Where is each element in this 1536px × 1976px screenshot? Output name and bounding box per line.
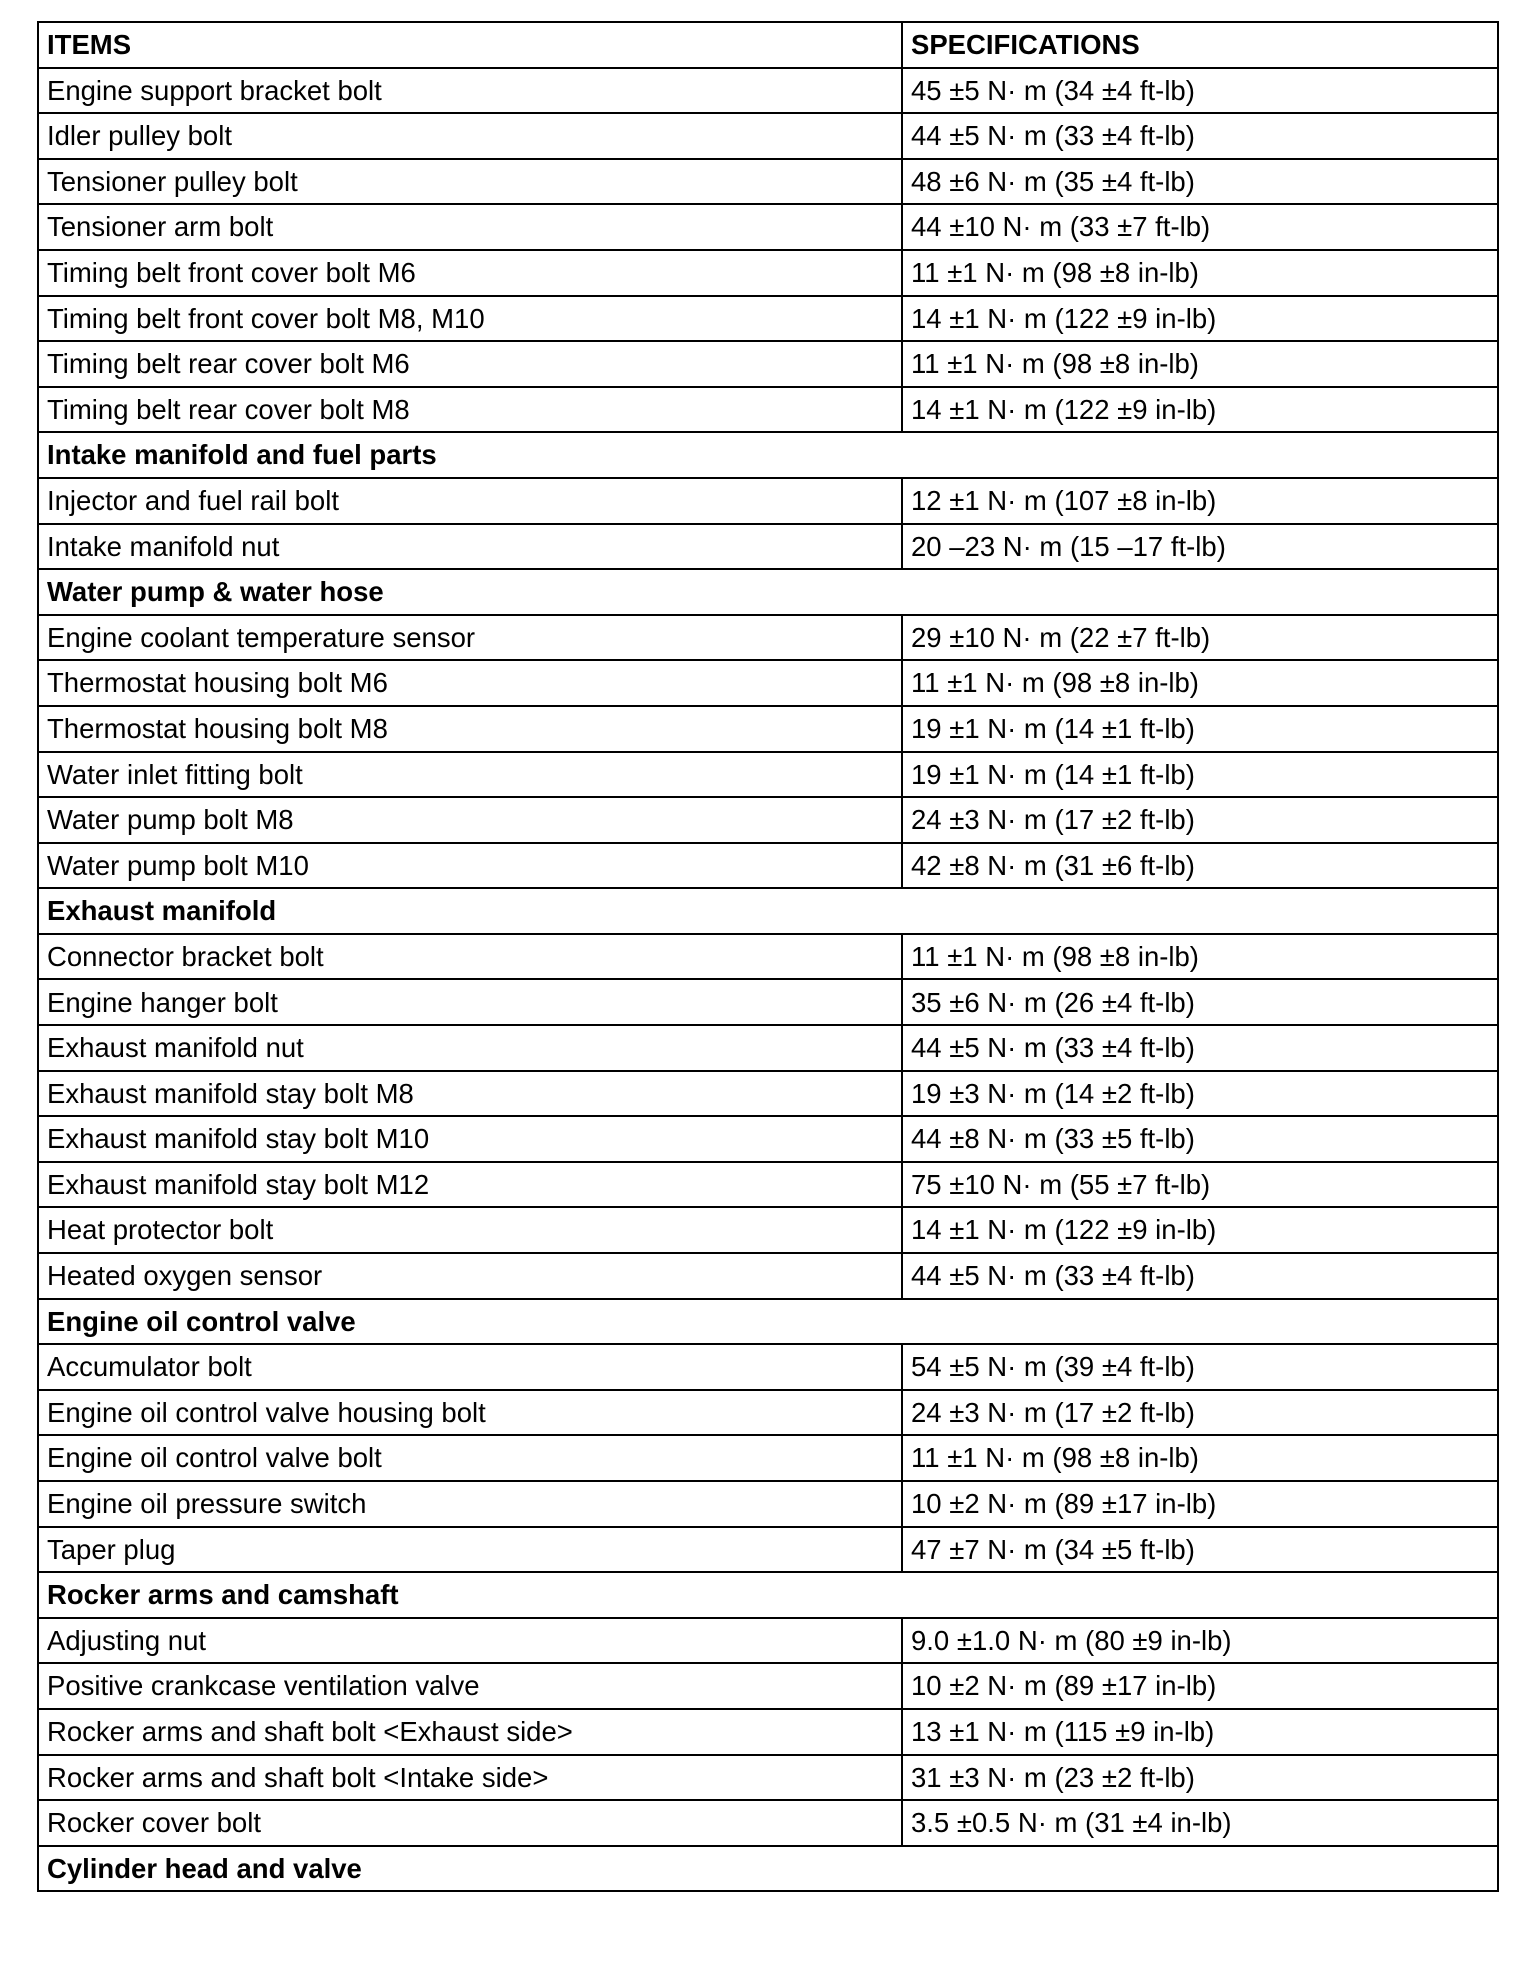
item-cell: Tensioner pulley bolt [38, 159, 902, 205]
spec-cell: 14 ±1 N· m (122 ±9 in-lb) [902, 387, 1498, 433]
table-row [38, 1618, 1498, 1664]
table-row [38, 524, 1498, 570]
item-cell: Engine oil pressure switch [38, 1481, 902, 1527]
spec-cell: 9.0 ±1.0 N· m (80 ±9 in-lb) [902, 1618, 1498, 1664]
item-cell: Accumulator bolt [38, 1344, 902, 1390]
table-row [38, 797, 1498, 843]
item-cell: Exhaust manifold stay bolt M10 [38, 1116, 902, 1162]
item-cell: Timing belt rear cover bolt M8 [38, 387, 902, 433]
item-cell: Rocker arms and shaft bolt <Intake side> [38, 1755, 902, 1801]
table-row [38, 1390, 1498, 1436]
spec-cell: 14 ±1 N· m (122 ±9 in-lb) [902, 1207, 1498, 1253]
table-row [38, 1435, 1498, 1481]
spec-cell: 11 ±1 N· m (98 ±8 in-lb) [902, 934, 1498, 980]
spec-cell: 10 ±2 N· m (89 ±17 in-lb) [902, 1663, 1498, 1709]
spec-cell: 54 ±5 N· m (39 ±4 ft-lb) [902, 1344, 1498, 1390]
spec-cell: 14 ±1 N· m (122 ±9 in-lb) [902, 296, 1498, 342]
spec-cell: 19 ±1 N· m (14 ±1 ft-lb) [902, 706, 1498, 752]
table-row [38, 752, 1498, 798]
table-row [38, 68, 1498, 114]
item-cell: Heat protector bolt [38, 1207, 902, 1253]
spec-cell: 48 ±6 N· m (35 ±4 ft-lb) [902, 159, 1498, 205]
item-cell: Engine support bracket bolt [38, 68, 902, 114]
table-row [38, 1481, 1498, 1527]
section-header-row [38, 1299, 1498, 1345]
spec-cell: 75 ±10 N· m (55 ±7 ft-lb) [902, 1162, 1498, 1208]
spec-cell: 10 ±2 N· m (89 ±17 in-lb) [902, 1481, 1498, 1527]
table-row [38, 1709, 1498, 1755]
item-cell: Timing belt rear cover bolt M6 [38, 341, 902, 387]
item-cell: Water inlet fitting bolt [38, 752, 902, 798]
spec-cell: 42 ±8 N· m (31 ±6 ft-lb) [902, 843, 1498, 889]
spec-cell: 19 ±3 N· m (14 ±2 ft-lb) [902, 1071, 1498, 1117]
table-row [38, 387, 1498, 433]
item-cell: Thermostat housing bolt M8 [38, 706, 902, 752]
table-row [38, 615, 1498, 661]
item-cell: Engine oil control valve housing bolt [38, 1390, 902, 1436]
item-cell: Water pump bolt M8 [38, 797, 902, 843]
item-cell: Injector and fuel rail bolt [38, 478, 902, 524]
table-row [38, 1344, 1498, 1390]
spec-cell: 47 ±7 N· m (34 ±5 ft-lb) [902, 1527, 1498, 1573]
item-cell: Positive crankcase ventilation valve [38, 1663, 902, 1709]
item-cell: Heated oxygen sensor [38, 1253, 902, 1299]
spec-cell: 12 ±1 N· m (107 ±8 in-lb) [902, 478, 1498, 524]
item-cell: Taper plug [38, 1527, 902, 1573]
spec-cell: 11 ±1 N· m (98 ±8 in-lb) [902, 660, 1498, 706]
spec-cell: 24 ±3 N· m (17 ±2 ft-lb) [902, 797, 1498, 843]
section-header-row [38, 888, 1498, 934]
spec-cell: 11 ±1 N· m (98 ±8 in-lb) [902, 250, 1498, 296]
section-title: Rocker arms and camshaft [38, 1572, 1498, 1618]
item-cell: Idler pulley bolt [38, 113, 902, 159]
item-cell: Exhaust manifold stay bolt M8 [38, 1071, 902, 1117]
table-row [38, 1162, 1498, 1208]
table-row [38, 1025, 1498, 1071]
item-cell: Intake manifold nut [38, 524, 902, 570]
table-row [38, 341, 1498, 387]
spec-cell: 35 ±6 N· m (26 ±4 ft-lb) [902, 979, 1498, 1025]
spec-cell: 3.5 ±0.5 N· m (31 ±4 in-lb) [902, 1800, 1498, 1846]
spec-cell: 20 –23 N· m (15 –17 ft-lb) [902, 524, 1498, 570]
spec-cell: 11 ±1 N· m (98 ±8 in-lb) [902, 341, 1498, 387]
table-row [38, 159, 1498, 205]
table-row [38, 1253, 1498, 1299]
spec-cell: 29 ±10 N· m (22 ±7 ft-lb) [902, 615, 1498, 661]
table-row [38, 1527, 1498, 1573]
table-header-row [38, 22, 1498, 68]
table-row [38, 204, 1498, 250]
item-cell: Rocker arms and shaft bolt <Exhaust side> [38, 1709, 902, 1755]
spec-cell: 11 ±1 N· m (98 ±8 in-lb) [902, 1435, 1498, 1481]
torque-spec-table [37, 21, 1499, 1892]
item-cell: Timing belt front cover bolt M6 [38, 250, 902, 296]
item-cell: Exhaust manifold nut [38, 1025, 902, 1071]
column-header-specifications: SPECIFICATIONS [902, 22, 1498, 68]
table-row [38, 1663, 1498, 1709]
section-header-row [38, 1846, 1498, 1892]
spec-cell: 44 ±5 N· m (33 ±4 ft-lb) [902, 113, 1498, 159]
section-title: Intake manifold and fuel parts [38, 432, 1498, 478]
table-row [38, 934, 1498, 980]
table-row [38, 1207, 1498, 1253]
item-cell: Rocker cover bolt [38, 1800, 902, 1846]
section-header-row [38, 569, 1498, 615]
spec-cell: 44 ±10 N· m (33 ±7 ft-lb) [902, 204, 1498, 250]
spec-cell: 44 ±8 N· m (33 ±5 ft-lb) [902, 1116, 1498, 1162]
item-cell: Timing belt front cover bolt M8, M10 [38, 296, 902, 342]
column-header-items: ITEMS [38, 22, 902, 68]
section-header-row [38, 1572, 1498, 1618]
table-row [38, 979, 1498, 1025]
spec-cell: 19 ±1 N· m (14 ±1 ft-lb) [902, 752, 1498, 798]
item-cell: Exhaust manifold stay bolt M12 [38, 1162, 902, 1208]
table-row [38, 296, 1498, 342]
item-cell: Adjusting nut [38, 1618, 902, 1664]
table-row [38, 843, 1498, 889]
spec-cell: 31 ±3 N· m (23 ±2 ft-lb) [902, 1755, 1498, 1801]
section-title: Cylinder head and valve [38, 1846, 1498, 1892]
item-cell: Engine coolant temperature sensor [38, 615, 902, 661]
section-title: Engine oil control valve [38, 1299, 1498, 1345]
item-cell: Tensioner arm bolt [38, 204, 902, 250]
section-title: Water pump & water hose [38, 569, 1498, 615]
section-title: Exhaust manifold [38, 888, 1498, 934]
table-row [38, 1116, 1498, 1162]
table-row [38, 113, 1498, 159]
table-row [38, 250, 1498, 296]
table-row [38, 1800, 1498, 1846]
item-cell: Connector bracket bolt [38, 934, 902, 980]
spec-cell: 44 ±5 N· m (33 ±4 ft-lb) [902, 1253, 1498, 1299]
table-row [38, 478, 1498, 524]
table-row [38, 1071, 1498, 1117]
item-cell: Thermostat housing bolt M6 [38, 660, 902, 706]
item-cell: Engine oil control valve bolt [38, 1435, 902, 1481]
table-row [38, 1755, 1498, 1801]
item-cell: Water pump bolt M10 [38, 843, 902, 889]
spec-cell: 13 ±1 N· m (115 ±9 in-lb) [902, 1709, 1498, 1755]
section-header-row [38, 432, 1498, 478]
spec-cell: 24 ±3 N· m (17 ±2 ft-lb) [902, 1390, 1498, 1436]
item-cell: Engine hanger bolt [38, 979, 902, 1025]
table-row [38, 660, 1498, 706]
spec-cell: 45 ±5 N· m (34 ±4 ft-lb) [902, 68, 1498, 114]
table-row [38, 706, 1498, 752]
spec-cell: 44 ±5 N· m (33 ±4 ft-lb) [902, 1025, 1498, 1071]
